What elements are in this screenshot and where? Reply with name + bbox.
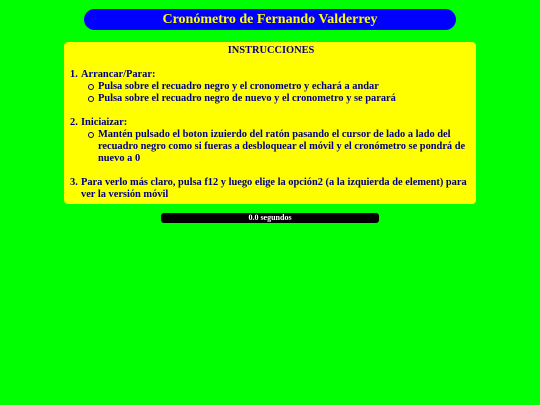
step-text: Iniciaizar:: [81, 117, 128, 128]
circle-bullet-icon: [88, 132, 94, 138]
instructions-panel: [64, 42, 476, 204]
substep-text: Pulsa sobre el recuadro negro y el cronometro y echará a andar: [98, 81, 379, 92]
circle-bullet-icon: [88, 96, 94, 102]
step-number: 1.: [70, 69, 78, 80]
instruction-step-1: [70, 69, 472, 105]
step-text: Para verlo más claro, pulsa f12 y luego elige la opción2 (a la izquierda de element) para ver la versión móvil: [81, 177, 467, 200]
step-number: 3.: [70, 177, 78, 188]
substep-item: [88, 129, 472, 165]
stopwatch-display-button[interactable]: 0.0 segundos: [161, 213, 379, 223]
instructions-title: INSTRUCCIONES: [227, 45, 315, 56]
step-number: 2.: [70, 117, 78, 128]
substep-item: [88, 93, 472, 105]
substep-item: [88, 81, 472, 93]
step-heading: [70, 117, 472, 129]
step-heading: [70, 69, 472, 81]
substep-list: [70, 81, 472, 105]
substep-list: [70, 129, 472, 165]
page-title: Cronómetro de Fernando Valderrey: [84, 9, 456, 30]
circle-bullet-icon: [88, 84, 94, 90]
instruction-step-2: [70, 117, 472, 165]
step-heading: [70, 177, 472, 201]
step-text: Arrancar/Parar:: [81, 69, 156, 80]
substep-text: Mantén pulsado el boton izuierdo del ratón pasando el cursor de lado a lado del recuadro negro como si fueras a desbloquear el móvil y el cronómetro se pondrá de nuevo a 0: [98, 129, 466, 164]
instruction-step-3: [70, 177, 472, 201]
substep-text: Pulsa sobre el recuadro negro de nuevo y el cronometro y se parará: [98, 93, 396, 104]
